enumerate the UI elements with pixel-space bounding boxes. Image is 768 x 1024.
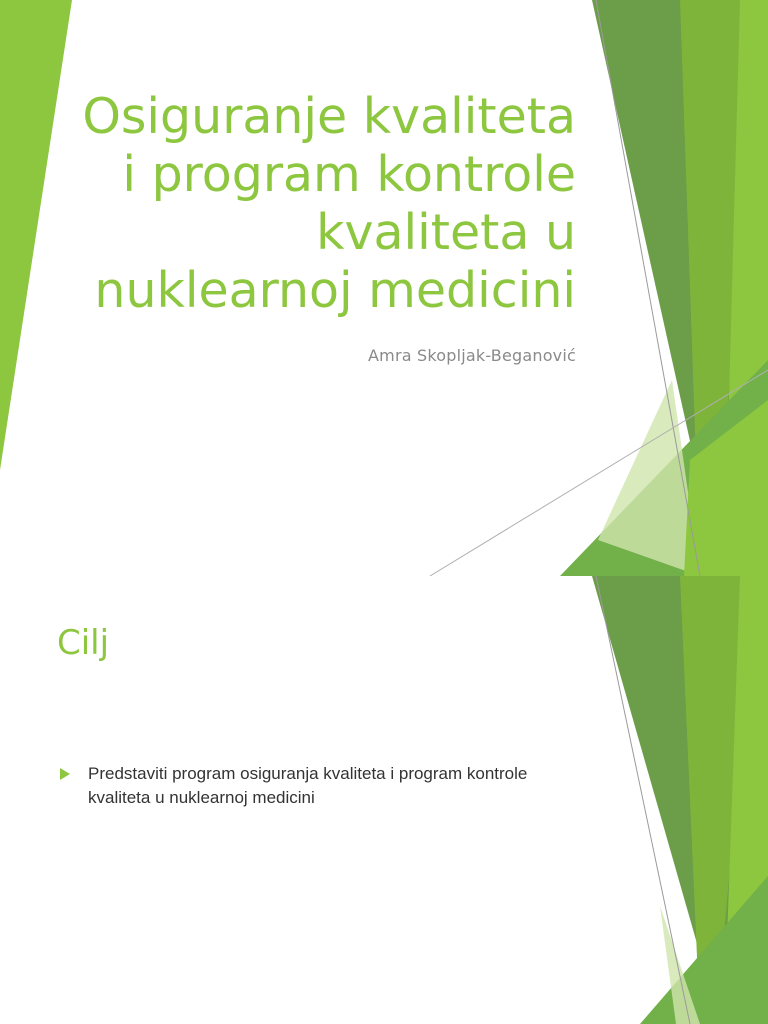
bullet-text: Predstaviti program osiguranja kvaliteta i program kontrole kvaliteta u nuklearnoj medicini — [88, 764, 528, 807]
slide-title: Osiguranje kvaliteta i program kontrole kvaliteta u nuklearnoj medicini — [82, 88, 576, 319]
slide-subtitle: Amra Skopljak-Beganović — [368, 346, 576, 365]
bullet-list — [58, 762, 538, 810]
list-item — [58, 762, 538, 810]
slide-heading: Cilj — [57, 623, 110, 663]
content-slide — [0, 576, 768, 1024]
triangle-bullet-icon — [60, 768, 70, 780]
